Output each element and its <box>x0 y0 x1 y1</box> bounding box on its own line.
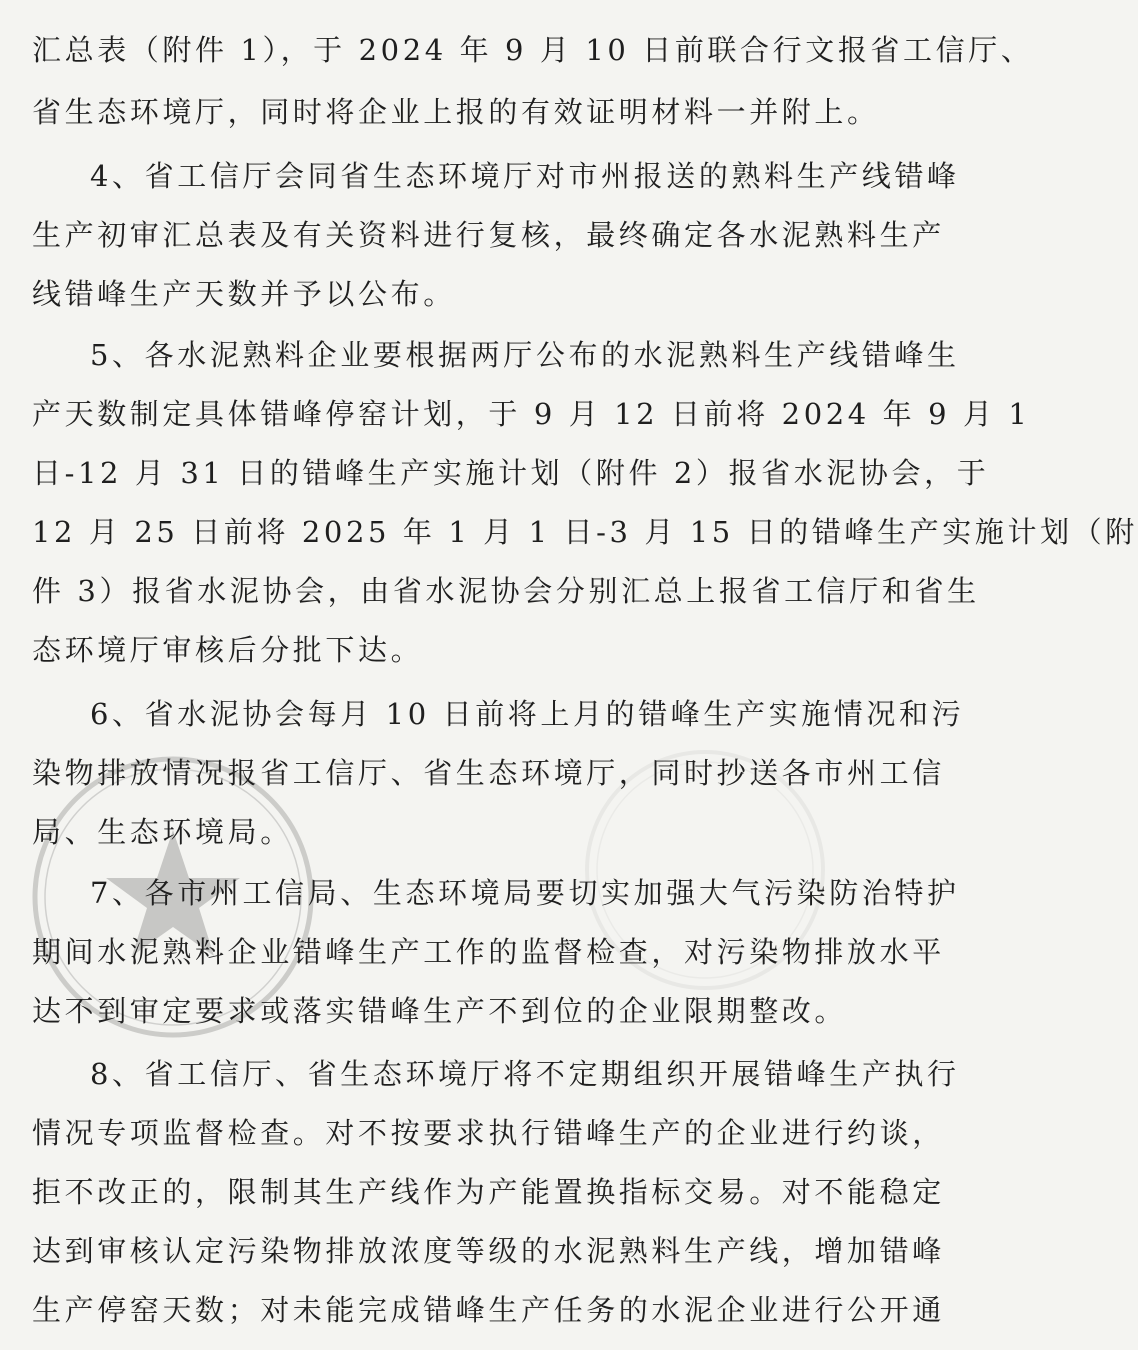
text-line: 态环境厅审核后分批下达。 <box>32 633 424 667</box>
text-line: 局、生态环境局。 <box>32 815 293 849</box>
text-line: 染物排放情况报省工信厅、省生态环境厅，同时抄送各市州工信 <box>32 756 945 790</box>
text-line: 汇总表（附件 1），于 2024 年 9 月 10 日前联合行文报省工信厅、 <box>32 33 1034 67</box>
text-line: 达到审核认定污染物排放浓度等级的水泥熟料生产线，增加错峰 <box>32 1234 945 1268</box>
text-line: 生产停窑天数；对未能完成错峰生产任务的水泥企业进行公开通 <box>32 1293 945 1327</box>
text-line: 生产初审汇总表及有关资料进行复核，最终确定各水泥熟料生产 <box>32 218 945 252</box>
text-line: 省生态环境厅，同时将企业上报的有效证明材料一并附上。 <box>32 95 880 129</box>
paragraph-7-start: 7、各市州工信局、生态环境局要切实加强大气污染防治特护 <box>90 876 960 910</box>
text-line: 12 月 25 日前将 2025 年 1 月 1 日-3 月 15 日的错峰生产实施计划（附 <box>32 515 1138 549</box>
paragraph-6-start: 6、省水泥协会每月 10 日前将上月的错峰生产实施情况和污 <box>90 697 965 731</box>
text-line: 期间水泥熟料企业错峰生产工作的监督检查，对污染物排放水平 <box>32 935 945 969</box>
text-line: 线错峰生产天数并予以公布。 <box>32 277 456 311</box>
text-line: 日-12 月 31 日的错峰生产实施计划（附件 2）报省水泥协会，于 <box>32 456 990 490</box>
paragraph-8-start: 8、省工信厅、省生态环境厅将不定期组织开展错峰生产执行 <box>90 1057 960 1091</box>
paragraph-4-start: 4、省工信厅会同省生态环境厅对市州报送的熟料生产线错峰 <box>90 159 960 193</box>
paragraph-5-start: 5、各水泥熟料企业要根据两厅公布的水泥熟料生产线错峰生 <box>90 338 960 372</box>
text-line: 件 3）报省水泥协会，由省水泥协会分别汇总上报省工信厅和省生 <box>32 574 980 608</box>
text-line: 产天数制定具体错峰停窑计划，于 9 月 12 日前将 2024 年 9 月 1 <box>32 397 1031 431</box>
text-line: 拒不改正的，限制其生产线作为产能置换指标交易。对不能稳定 <box>32 1175 945 1209</box>
text-line: 达不到审定要求或落实错峰生产不到位的企业限期整改。 <box>32 994 848 1028</box>
text-line: 情况专项监督检查。对不按要求执行错峰生产的企业进行约谈， <box>32 1116 945 1150</box>
